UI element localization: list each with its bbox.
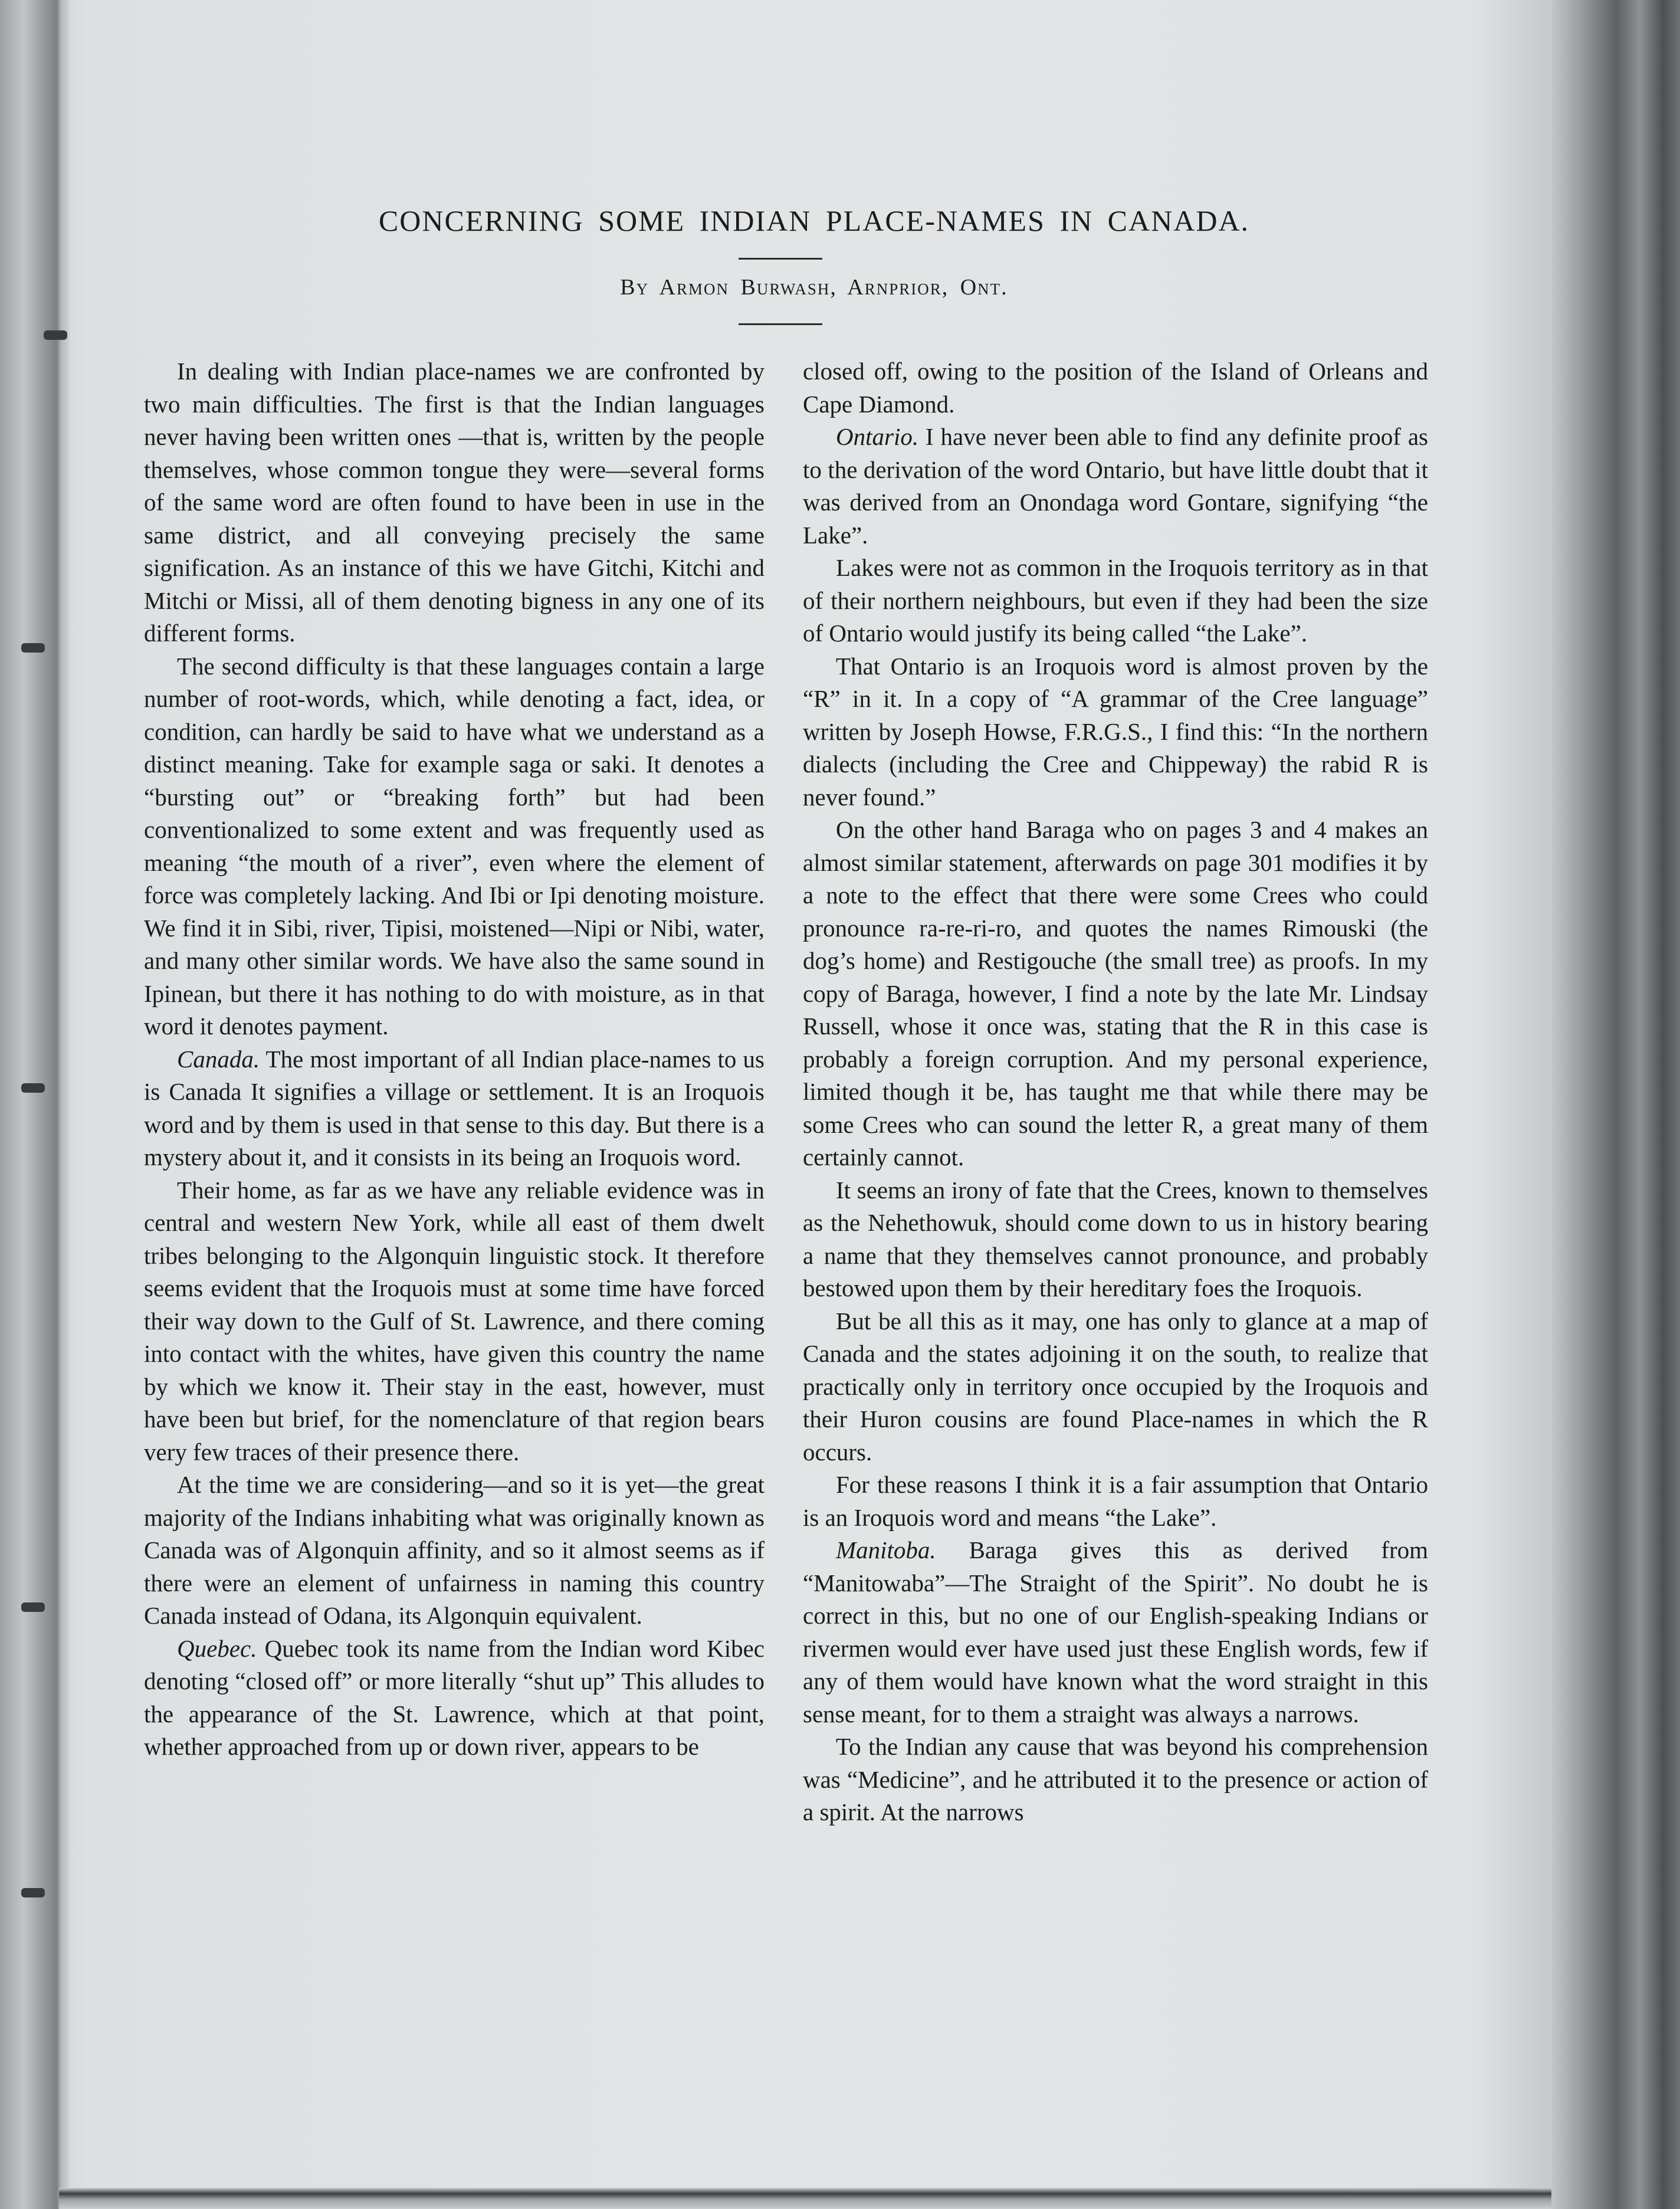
paragraph (144, 1043, 764, 1174)
paragraph (803, 1731, 1428, 1829)
paragraph-text: But be all this as it may, one has only to glance at a map of Canada and the states adjoining it on the south, to realize that practically only in territory once occupied by the Iroquois and their Huron cousins are found Place-names in which the R occurs. (803, 1307, 1428, 1466)
paragraph (803, 1305, 1428, 1469)
paragraph (803, 1534, 1428, 1731)
document-page (83, 0, 1546, 2183)
article-byline: By Armon Burwash, Arnprior, Ont. (620, 275, 1008, 300)
binding-mark (44, 330, 67, 340)
paragraph (803, 1174, 1428, 1305)
paragraph-text: Lakes were not as common in the Iroquois territory as in that of their northern neighbours, but even if they had been the size of Ontario would justify its being called “the Lake”. (803, 554, 1428, 647)
paragraph-text: Baraga gives this as derived from “Manitowaba”—The Straight of the Spirit”. No doubt he is correct in this, but no one of our English-speaking Indians or rivermen would ever have used just these English words, few if any of them would have known what the word straight in this sense meant, for to them a straight was always a narrows. (803, 1536, 1428, 1728)
paragraph (803, 421, 1428, 552)
left-text-column (144, 355, 764, 2149)
paragraph-text: The second difficulty is that these languages contain a large number of root-words, which, while denoting a fact, idea, or condition, can hardly be said to have what we understand as a distinct meaning. Take for example saga or saki. It denotes a “bursting out” or “breaking forth” but had been conventionalized to some extent and was frequently used as meaning “the mouth of a river”, even where the element of force was completely lacking. And Ibi or Ipi denoting moisture. We find it in Sibi, river, Tipisi, moistened—Nipi or Nibi, water, and many other similar words. We have also the same sound in Ipinean, but there it has nothing to do with moisture, as in that word it denotes payment. (144, 652, 764, 1040)
paragraph-text: I have never been able to find any definite proof as to the derivation of the word Ontario, but have little doubt that it was derived from an Onondaga word Gontare, signifying “the Lake”. (803, 423, 1428, 549)
paragraph-text: closed off, owing to the position of the Island of Orleans and Cape Diamond. (803, 358, 1428, 418)
section-heading: Canada. (177, 1045, 260, 1073)
paragraph (144, 1633, 764, 1764)
title-divider (739, 258, 822, 260)
paragraph (803, 1469, 1428, 1534)
paragraph-text: That Ontario is an Iroquois word is almost proven by the “R” in it. In a copy of “A grammar of the Cree language” written by Joseph Howse, F.R.G.S., I find this: “In the northern dialects (including the Cree and Chippeway) the rabid R is never found.” (803, 652, 1428, 811)
binding-mark (21, 1083, 45, 1093)
binding-mark (21, 643, 45, 653)
paragraph (144, 1469, 764, 1633)
paragraph-text: Their home, as far as we have any reliable evidence was in central and western New York, while all east of them dwelt tribes belonging to the Algonquin linguistic stock. It therefore seems evident that the Iroquois must at some time have forced their way down to the Gulf of St. Lawrence, and there coming into contact with the whites, have given this country the name by which we know it. Their stay in the east, however, must have been but brief, for the nomenclature of that region bears very few traces of their presence there. (144, 1176, 764, 1466)
section-heading: Quebec. (177, 1634, 257, 1662)
paragraph-text: For these reasons I think it is a fair assumption that Ontario is an Iroquois word and means “the Lake”. (803, 1471, 1428, 1531)
binding-mark (21, 1602, 45, 1612)
paragraph (144, 355, 764, 650)
bottom-page-edge (59, 2188, 1551, 2209)
paragraph-text: The most important of all Indian place-names to us is Canada It signifies a village or settlement. It is an Iroquois word and by them is used in that sense to this day. But there is a mystery about it, and it consists in its being an Iroquois word. (144, 1045, 764, 1171)
paragraph (803, 814, 1428, 1174)
paragraph-text: On the other hand Baraga who on pages 3 and 4 makes an almost similar statement, afterwards on page 301 modifies it by a note to the effect that there were some Crees who could pronounce ra-re-ri-ro, and quotes the names Rimouski (the dog’s home) and Restigouche (the small tree) as proofs. In my copy of Baraga, however, I find a note by the late Mr. Lindsay Russell, whose it once was, stating that the R in this case is probably a foreign corruption. And my personal experience, limited though it be, has taught me that while there may be some Crees who can sound the letter R, a great many of them certainly cannot. (803, 816, 1428, 1171)
paragraph (803, 650, 1428, 814)
paragraph-text: At the time we are considering—and so it is yet—the great majority of the Indians inhabiting what was originally known as Canada was of Algonquin affinity, and so it almost seems as if there were an element of unfairness in naming this country Canada instead of Odana, its Algonquin equivalent. (144, 1471, 764, 1629)
right-text-column (803, 355, 1428, 2149)
paragraph (144, 650, 764, 1043)
paragraph-text: Quebec took its name from the Indian word Kibec denoting “closed off” or more literally “shut up” This alludes to the appearance of the St. Lawrence, which at that point, whether approached from up or down river, appears to be (144, 1634, 764, 1760)
byline-divider (739, 323, 822, 325)
paragraph-text: It seems an irony of fate that the Crees, known to themselves as the Nehethowuk, should come down to us in history bearing a name that they themselves cannot pronounce, and probably bestowed upon them by their hereditary foes the Iroquois. (803, 1176, 1428, 1302)
binding-mark (21, 1888, 45, 1897)
article-title: CONCERNING SOME INDIAN PLACE-NAMES IN CANADA. (378, 204, 1250, 237)
paragraph (803, 552, 1428, 650)
paragraph (803, 355, 1428, 421)
right-page-edge (1551, 0, 1680, 2209)
section-heading: Manitoba. (836, 1536, 936, 1564)
paragraph (144, 1174, 764, 1469)
paragraph-text: In dealing with Indian place-names we are confronted by two main difficulties. The first is that the Indian languages never having been written ones —that is, written by the people themselves, whose common tongue they were—several forms of the same word are often found to have been in use in the same district, and all conveying precisely the same signification. As an instance of this we have Gitchi, Kitchi and Mitchi or Missi, all of them denoting bigness in any one of its different forms. (144, 358, 764, 647)
section-heading: Ontario. (836, 423, 919, 450)
paragraph-text: To the Indian any cause that was beyond his comprehension was “Medicine”, and he attributed it to the presence or action of a spirit. At the narrows (803, 1733, 1428, 1825)
